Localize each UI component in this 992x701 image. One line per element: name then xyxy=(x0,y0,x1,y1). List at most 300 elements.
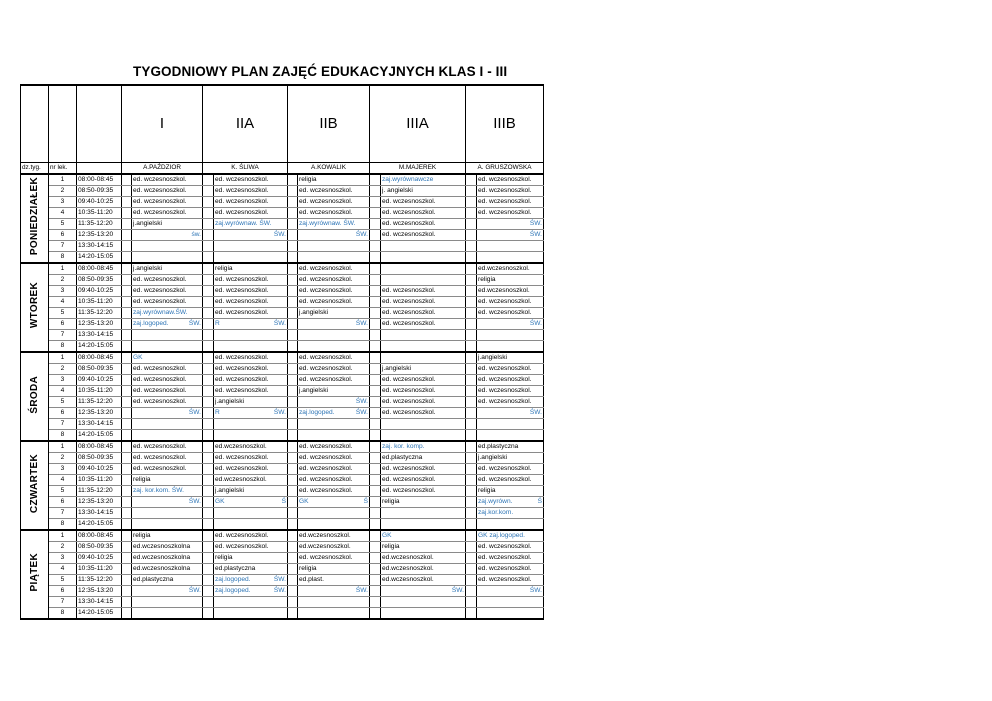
subject-cell xyxy=(132,341,203,353)
lesson-row xyxy=(21,174,544,186)
lesson-number: 7 xyxy=(49,330,77,341)
lesson-row xyxy=(21,275,544,286)
lesson-number: 6 xyxy=(49,586,77,597)
spacer-cell xyxy=(203,430,214,442)
subject-name: ed. wczesnoszkol. xyxy=(299,376,353,383)
subject-cell xyxy=(132,497,203,508)
spacer-cell xyxy=(288,308,298,319)
spacer-cell xyxy=(466,586,477,597)
subject-cell xyxy=(132,430,203,442)
spacer-cell xyxy=(203,219,214,230)
room-label: ŚW. xyxy=(529,220,542,227)
spacer-cell xyxy=(122,453,132,464)
subject-cell xyxy=(298,330,370,341)
subject-cell xyxy=(214,241,288,252)
lesson-row xyxy=(21,542,544,553)
spacer-cell xyxy=(288,386,298,397)
subject-cell xyxy=(477,553,544,564)
subject-name: R xyxy=(215,409,220,416)
subject-cell xyxy=(381,475,466,486)
subject-name: ed.wczesnoszkol. xyxy=(382,554,434,561)
teacher-name: A. GRUSZOWSKA xyxy=(466,163,544,175)
lesson-number: 4 xyxy=(49,386,77,397)
lesson-row xyxy=(21,430,544,442)
subject-name: ed. wczesnoszkol. xyxy=(382,298,436,305)
lesson-row xyxy=(21,464,544,475)
subject-cell xyxy=(214,519,288,531)
spacer-cell xyxy=(203,530,214,542)
spacer-cell xyxy=(203,464,214,475)
subject-cell xyxy=(477,453,544,464)
lesson-number: 6 xyxy=(49,230,77,241)
spacer-cell xyxy=(370,330,381,341)
subject-cell xyxy=(381,453,466,464)
spacer-cell xyxy=(288,230,298,241)
subject-cell xyxy=(381,219,466,230)
subject-name: ed. wczesnoszkol. xyxy=(478,476,532,483)
subject-name: j.angielski xyxy=(299,309,328,316)
subject-cell xyxy=(132,586,203,597)
spacer-cell xyxy=(466,608,477,620)
subject-name: ed. wczesnoszkol. xyxy=(299,487,353,494)
lesson-number: 8 xyxy=(49,341,77,353)
spacer-cell xyxy=(203,486,214,497)
teacher-header-row xyxy=(21,163,544,175)
lesson-row xyxy=(21,352,544,364)
subject-cell xyxy=(132,241,203,252)
subject-name: ed. wczesnoszkol. xyxy=(215,309,269,316)
lesson-number: 5 xyxy=(49,308,77,319)
class-name: IIA xyxy=(203,85,288,163)
subject-cell xyxy=(298,230,370,241)
lesson-row xyxy=(21,319,544,330)
subject-name: ed. wczesnoszkol. xyxy=(299,209,353,216)
spacer-cell xyxy=(370,397,381,408)
spacer-cell xyxy=(203,419,214,430)
subject-cell xyxy=(477,174,544,186)
subject-name: ed. wczesnoszkol. xyxy=(215,543,269,550)
subject-cell xyxy=(477,386,544,397)
header-blank xyxy=(21,85,49,163)
lesson-row xyxy=(21,263,544,275)
spacer-cell xyxy=(288,341,298,353)
spacer-cell xyxy=(122,475,132,486)
lesson-row xyxy=(21,530,544,542)
subject-cell xyxy=(477,542,544,553)
lesson-time: 14:20-15:05 xyxy=(77,430,122,442)
subject-cell xyxy=(381,430,466,442)
subject-name: j.angielski xyxy=(299,387,328,394)
subject-cell xyxy=(298,542,370,553)
subject-cell xyxy=(381,297,466,308)
room-label: Ś xyxy=(363,498,368,505)
spacer-cell xyxy=(466,430,477,442)
subject-name: j.angielski xyxy=(478,454,507,461)
lesson-number: 4 xyxy=(49,297,77,308)
spacer-cell xyxy=(288,330,298,341)
spacer-cell xyxy=(122,486,132,497)
spacer-cell xyxy=(466,453,477,464)
subject-name: ed.plastyczna xyxy=(478,443,519,450)
day-name: ŚRODA xyxy=(28,375,40,414)
subject-name: ed. wczesnoszkol. xyxy=(215,354,269,361)
subject-name: ed. wczesnoszkol. xyxy=(133,209,187,216)
subject-cell xyxy=(381,174,466,186)
spacer-cell xyxy=(370,453,381,464)
subject-name: religia xyxy=(478,487,496,494)
lesson-number: 1 xyxy=(49,352,77,364)
subject-name: ed. wczesnoszkol. xyxy=(215,376,269,383)
subject-cell xyxy=(298,553,370,564)
spacer-cell xyxy=(122,586,132,597)
lesson-time: 10:35-11:20 xyxy=(77,475,122,486)
subject-name: ed. wczesnoszkol. xyxy=(299,554,353,561)
spacer-cell xyxy=(203,375,214,386)
subject-cell xyxy=(381,397,466,408)
subject-cell xyxy=(214,397,288,408)
subject-cell xyxy=(132,441,203,453)
spacer-cell xyxy=(370,475,381,486)
spacer-cell xyxy=(122,575,132,586)
lesson-row xyxy=(21,419,544,430)
subject-cell xyxy=(381,208,466,219)
subject-name: ed. wczesnoszkol. xyxy=(133,198,187,205)
spacer-cell xyxy=(466,308,477,319)
subject-name: ed. wczesnoszkol. xyxy=(215,387,269,394)
spacer-cell xyxy=(288,508,298,519)
room-label: Ś xyxy=(281,498,286,505)
spacer-cell xyxy=(288,252,298,264)
spacer-cell xyxy=(288,397,298,408)
subject-cell xyxy=(477,464,544,475)
subject-name: religia xyxy=(215,265,233,272)
class-header-row xyxy=(21,85,544,163)
subject-name: ed. wczesnoszkol. xyxy=(133,376,187,383)
lesson-row xyxy=(21,219,544,230)
spacer-cell xyxy=(288,174,298,186)
spacer-cell xyxy=(466,186,477,197)
lesson-row xyxy=(21,197,544,208)
lesson-row xyxy=(21,597,544,608)
subject-name: ed. wczesnoszkol. xyxy=(478,176,532,183)
spacer-cell xyxy=(288,608,298,620)
room-label: ŚW. xyxy=(529,231,542,238)
subject-cell xyxy=(214,208,288,219)
lesson-number: 3 xyxy=(49,197,77,208)
subject-cell xyxy=(214,408,288,419)
subject-name: ed. wczesnoszkol. xyxy=(133,443,187,450)
subject-name: ed.plastyczna xyxy=(382,454,423,461)
subject-cell xyxy=(381,597,466,608)
lesson-number: 8 xyxy=(49,430,77,442)
spacer-cell xyxy=(466,252,477,264)
subject-cell xyxy=(132,508,203,519)
subject-cell xyxy=(214,419,288,430)
subject-name: religia xyxy=(133,532,151,539)
spacer-cell xyxy=(203,352,214,364)
lesson-time: 10:35-11:20 xyxy=(77,386,122,397)
subject-cell xyxy=(214,352,288,364)
subject-cell xyxy=(298,208,370,219)
lesson-time: 09:40-10:25 xyxy=(77,375,122,386)
spacer-cell xyxy=(370,241,381,252)
lesson-row xyxy=(21,575,544,586)
spacer-cell xyxy=(288,286,298,297)
subject-name: ed. wczesnoszkol. xyxy=(478,465,532,472)
subject-cell xyxy=(298,174,370,186)
subject-name: ed.wczesnoszkol. xyxy=(478,265,530,272)
spacer-cell xyxy=(122,341,132,353)
subject-cell xyxy=(298,364,370,375)
subject-name: ed. wczesnoszkol. xyxy=(478,187,532,194)
subject-cell xyxy=(132,464,203,475)
spacer-cell xyxy=(370,542,381,553)
subject-cell xyxy=(477,252,544,264)
subject-cell xyxy=(477,441,544,453)
subject-name: zaj.kor.kom. xyxy=(478,509,514,516)
subject-cell xyxy=(298,386,370,397)
day-name: CZWARTEK xyxy=(28,453,40,514)
subject-name: zaj.logoped. xyxy=(299,409,335,416)
lesson-row xyxy=(21,186,544,197)
lesson-number: 8 xyxy=(49,252,77,264)
lesson-row xyxy=(21,486,544,497)
spacer-cell xyxy=(288,586,298,597)
subject-cell xyxy=(214,275,288,286)
subject-cell xyxy=(298,308,370,319)
spacer-cell xyxy=(466,375,477,386)
spacer-cell xyxy=(203,575,214,586)
subject-name: ed. wczesnoszkol. xyxy=(478,376,532,383)
subject-cell xyxy=(381,542,466,553)
spacer-cell xyxy=(370,386,381,397)
subject-name: ed. wczesnoszkol. xyxy=(478,198,532,205)
spacer-cell xyxy=(288,208,298,219)
subject-cell xyxy=(477,564,544,575)
subject-name: ed. wczesnoszkol. xyxy=(299,476,353,483)
spacer-cell xyxy=(466,397,477,408)
spacer-cell xyxy=(288,375,298,386)
lesson-number: 5 xyxy=(49,575,77,586)
spacer-cell xyxy=(203,252,214,264)
spacer-cell xyxy=(122,419,132,430)
subject-cell xyxy=(214,530,288,542)
subject-cell xyxy=(214,197,288,208)
lesson-number: 1 xyxy=(49,263,77,275)
lesson-time: 13:30-14:15 xyxy=(77,508,122,519)
subject-name: GK xyxy=(299,498,309,505)
spacer-cell xyxy=(370,275,381,286)
subject-cell xyxy=(132,597,203,608)
spacer-cell xyxy=(203,564,214,575)
spacer-cell xyxy=(466,341,477,353)
spacer-cell xyxy=(370,464,381,475)
room-label: ŚW. xyxy=(188,498,201,505)
lesson-row xyxy=(21,297,544,308)
spacer-cell xyxy=(370,497,381,508)
subject-name: ed.plastyczna xyxy=(215,565,256,572)
subject-cell xyxy=(214,453,288,464)
subject-cell xyxy=(381,564,466,575)
spacer-cell xyxy=(288,486,298,497)
room-label: ŚW. xyxy=(355,398,368,405)
spacer-cell xyxy=(122,263,132,275)
lesson-time: 09:40-10:25 xyxy=(77,286,122,297)
lesson-time: 09:40-10:25 xyxy=(77,197,122,208)
subject-cell xyxy=(477,230,544,241)
spacer-cell xyxy=(288,219,298,230)
subject-cell xyxy=(298,597,370,608)
subject-cell xyxy=(381,352,466,364)
spacer-cell xyxy=(466,230,477,241)
subject-cell xyxy=(477,341,544,353)
subject-name: ed. wczesnoszkol. xyxy=(382,387,436,394)
subject-name: ed.wczesnoszkol. xyxy=(478,287,530,294)
subject-cell xyxy=(132,475,203,486)
subject-cell xyxy=(381,441,466,453)
spacer-cell xyxy=(370,197,381,208)
subject-cell xyxy=(298,219,370,230)
subject-cell xyxy=(214,497,288,508)
spacer-cell xyxy=(122,364,132,375)
spacer-cell xyxy=(122,597,132,608)
spacer-cell xyxy=(466,319,477,330)
subject-name: j.angielski xyxy=(382,365,411,372)
subject-cell xyxy=(132,486,203,497)
day-name: WTOREK xyxy=(28,282,40,329)
lesson-row xyxy=(21,397,544,408)
spacer-cell xyxy=(203,297,214,308)
room-label: św. xyxy=(191,231,201,238)
spacer-cell xyxy=(466,475,477,486)
spacer-cell xyxy=(466,174,477,186)
subject-name: ed. wczesnoszkol. xyxy=(382,231,436,238)
lesson-row xyxy=(21,441,544,453)
subject-cell xyxy=(477,597,544,608)
spacer-cell xyxy=(203,497,214,508)
subject-cell xyxy=(477,186,544,197)
subject-name: ed. wczesnoszkol. xyxy=(382,376,436,383)
spacer-cell xyxy=(466,297,477,308)
spacer-cell xyxy=(370,586,381,597)
teacher-name: A.PAŹDZIOR xyxy=(122,163,203,175)
subject-name: zaj.wyrównawcze xyxy=(382,176,434,183)
spacer-cell xyxy=(203,364,214,375)
subject-name: ed.plastyczna xyxy=(133,576,174,583)
subject-cell xyxy=(477,430,544,442)
subject-cell xyxy=(214,564,288,575)
spacer-cell xyxy=(466,542,477,553)
spacer-cell xyxy=(203,186,214,197)
lesson-time: 14:20-15:05 xyxy=(77,252,122,264)
subject-name: zaj.wyrównaw. ŚW. xyxy=(215,220,272,227)
subject-cell xyxy=(132,275,203,286)
lesson-row xyxy=(21,564,544,575)
subject-name: ed. wczesnoszkol. xyxy=(478,565,532,572)
subject-name: ed. wczesnoszkol. xyxy=(215,176,269,183)
spacer-cell xyxy=(203,508,214,519)
spacer-cell xyxy=(370,519,381,531)
subject-cell xyxy=(298,197,370,208)
subject-cell xyxy=(477,286,544,297)
lesson-time: 11:35-12:20 xyxy=(77,308,122,319)
spacer-cell xyxy=(466,497,477,508)
subject-cell xyxy=(477,263,544,275)
subject-cell xyxy=(298,286,370,297)
subject-cell xyxy=(132,330,203,341)
spacer-cell xyxy=(466,519,477,531)
subject-name: ed.wczesnoszkolna xyxy=(133,565,191,572)
subject-name: ed. wczesnoszkol. xyxy=(478,387,532,394)
lesson-number: 1 xyxy=(49,174,77,186)
room-label: ŚW. xyxy=(355,320,368,327)
day-label xyxy=(21,174,49,263)
subject-cell xyxy=(132,208,203,219)
spacer-cell xyxy=(203,286,214,297)
spacer-cell xyxy=(122,252,132,264)
subject-cell xyxy=(298,564,370,575)
lesson-number: 5 xyxy=(49,219,77,230)
subject-cell xyxy=(381,341,466,353)
spacer-cell xyxy=(370,419,381,430)
subject-name: zaj.logoped. xyxy=(215,576,251,583)
room-label: ŚW. xyxy=(188,409,201,416)
spacer-cell xyxy=(370,341,381,353)
day-name: PONIEDZIAŁEK xyxy=(28,177,40,256)
subject-cell xyxy=(298,252,370,264)
subject-name: zaj.logoped. xyxy=(133,320,169,327)
room-label: ŚW. xyxy=(188,587,201,594)
subject-cell xyxy=(132,364,203,375)
subject-name: ed. wczesnoszkol. xyxy=(299,298,353,305)
subject-name: ed. wczesnoszkol. xyxy=(478,309,532,316)
spacer-cell xyxy=(466,441,477,453)
subject-cell xyxy=(381,319,466,330)
spacer-cell xyxy=(370,208,381,219)
lesson-number: 3 xyxy=(49,553,77,564)
lesson-row xyxy=(21,330,544,341)
subject-cell xyxy=(132,286,203,297)
subject-cell xyxy=(298,408,370,419)
spacer-cell xyxy=(203,597,214,608)
lesson-number: 3 xyxy=(49,286,77,297)
spacer-cell xyxy=(288,263,298,275)
subject-cell xyxy=(214,174,288,186)
room-label: ŚW. xyxy=(355,409,368,416)
spacer-cell xyxy=(466,241,477,252)
subject-name: ed. wczesnoszkol. xyxy=(133,287,187,294)
subject-cell xyxy=(132,553,203,564)
subject-cell xyxy=(298,586,370,597)
day-label xyxy=(21,263,49,352)
lesson-time: 12:35-13:20 xyxy=(77,408,122,419)
spacer-cell xyxy=(466,364,477,375)
subject-cell xyxy=(132,530,203,542)
lesson-row xyxy=(21,364,544,375)
subject-name: ed. wczesnoszkol. xyxy=(299,198,353,205)
subject-cell xyxy=(298,341,370,353)
spacer-cell xyxy=(288,564,298,575)
spacer-cell xyxy=(122,308,132,319)
lesson-row xyxy=(21,453,544,464)
subject-cell xyxy=(381,286,466,297)
subject-cell xyxy=(381,275,466,286)
lesson-time: 08:50-09:35 xyxy=(77,275,122,286)
spacer-cell xyxy=(370,597,381,608)
room-label: Ś xyxy=(537,498,542,505)
subject-name: ed. wczesnoszkol. xyxy=(133,465,187,472)
subject-name: ed. wczesnoszkol. xyxy=(382,209,436,216)
